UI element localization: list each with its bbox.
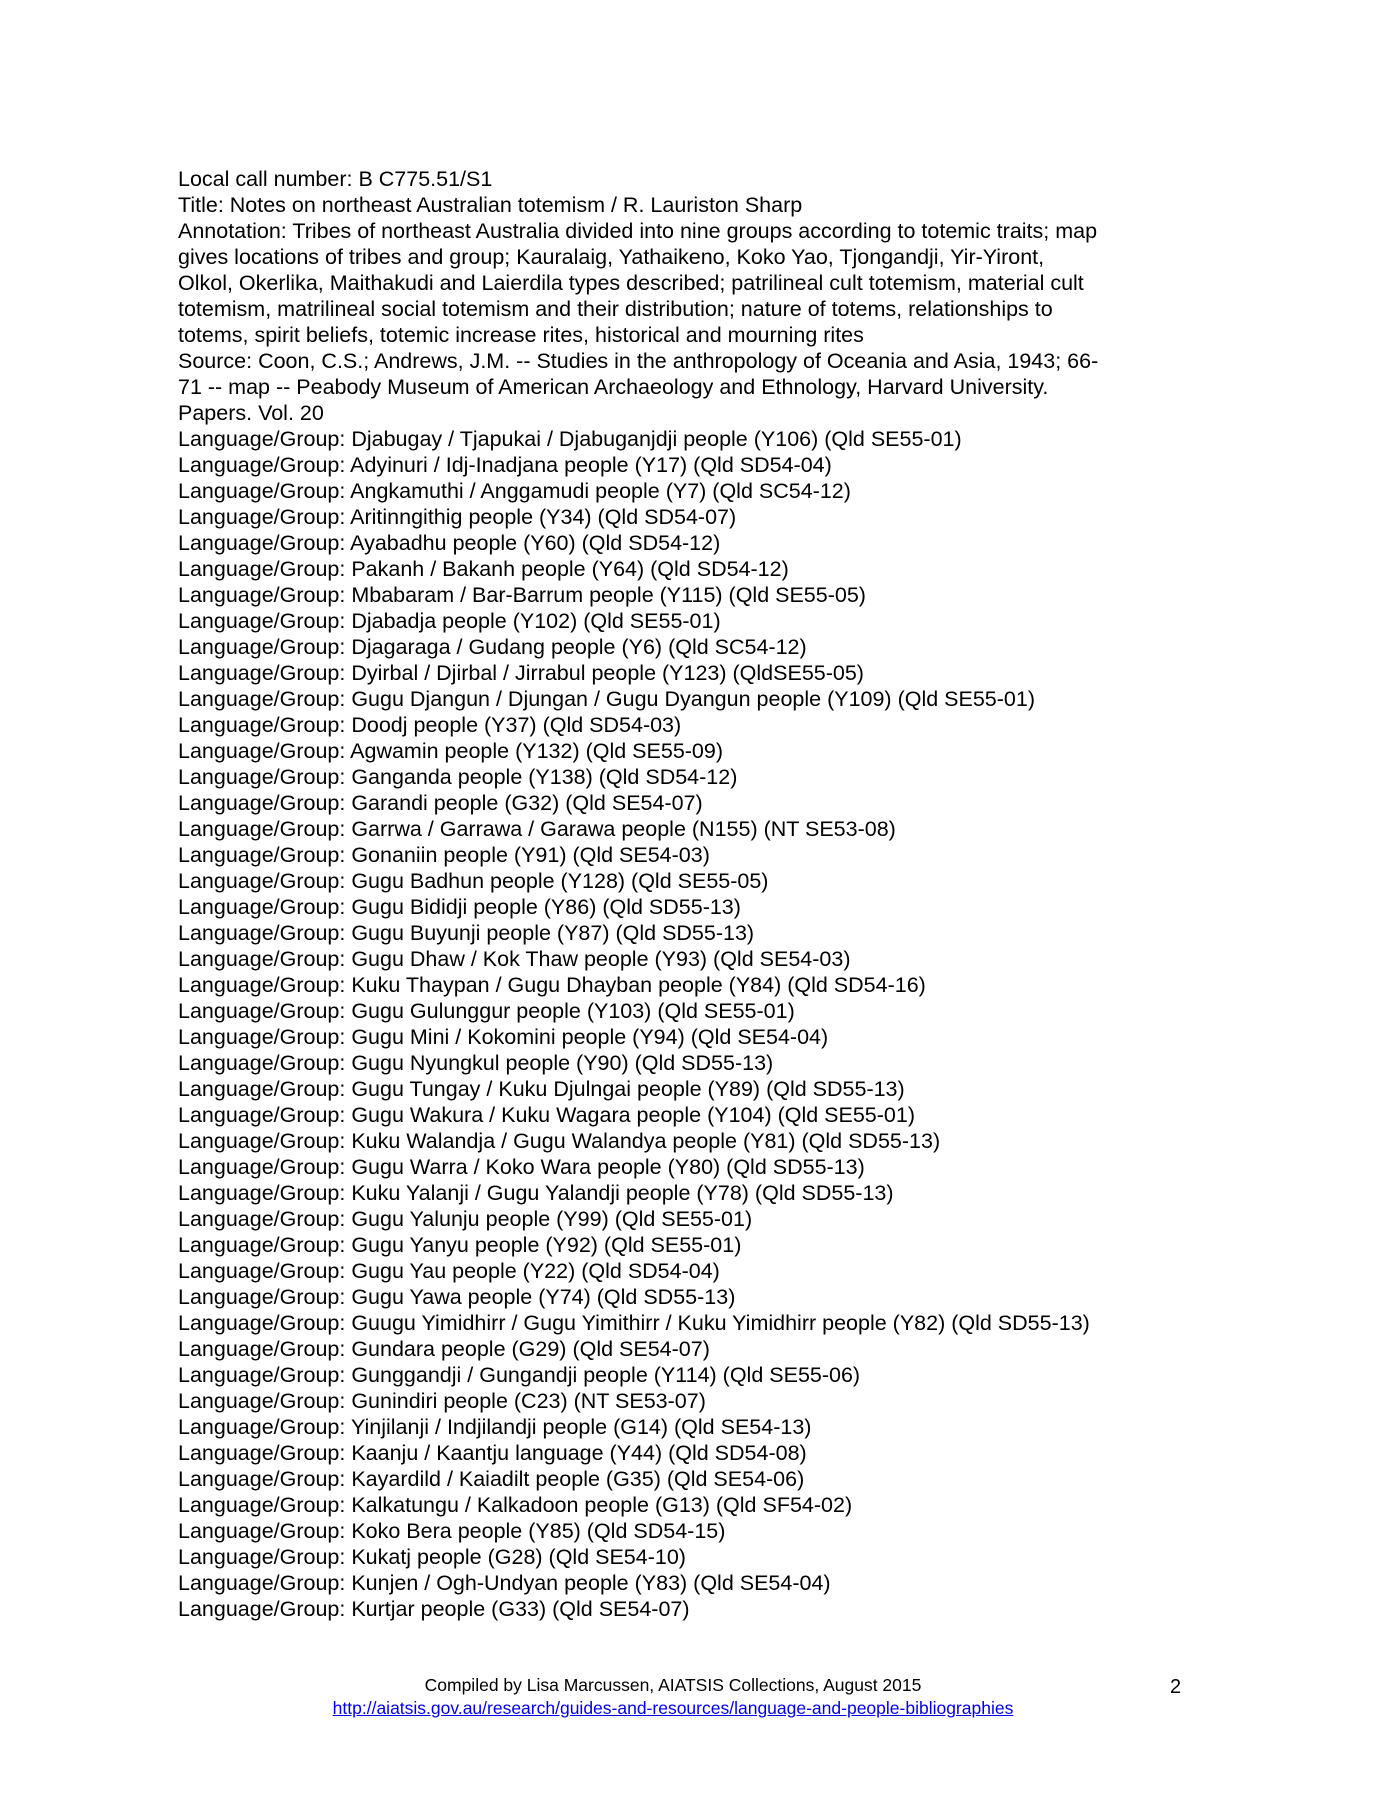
page-footer [178, 1674, 1168, 1720]
language-group-line: Language/Group: Kalkatungu / Kalkadoon people (G13) (Qld SF54-02) [178, 1493, 853, 1517]
language-group-line: Language/Group: Garandi people (G32) (Qld SE54-07) [178, 791, 703, 815]
language-group-line: Language/Group: Ayabadhu people (Y60) (Qld SD54-12) [178, 531, 721, 555]
language-group-line: Language/Group: Kukatj people (G28) (Qld SE54-10) [178, 1545, 686, 1569]
language-group-line: Language/Group: Gugu Nyungkul people (Y90) (Qld SD55-13) [178, 1051, 774, 1075]
language-group-line: Language/Group: Gugu Mini / Kokomini people (Y94) (Qld SE54-04) [178, 1025, 829, 1049]
record-header-line: Papers. Vol. 20 [178, 401, 324, 425]
language-group-line: Language/Group: Dyirbal / Djirbal / Jirrabul people (Y123) (QldSE55-05) [178, 661, 864, 685]
record-header-lines [178, 166, 1098, 426]
language-group-line: Language/Group: Yinjilanji / Indjilandji people (G14) (Qld SE54-13) [178, 1415, 812, 1439]
language-group-line: Language/Group: Djabugay / Tjapukai / Djabuganjdji people (Y106) (Qld SE55-01) [178, 427, 962, 451]
record-text [178, 166, 1098, 1622]
language-group-line: Language/Group: Kaanju / Kaantju language (Y44) (Qld SD54-08) [178, 1441, 807, 1465]
record-header-line: gives locations of tribes and group; Kauralaig, Yathaikeno, Koko Yao, Tjongandji, Yir-Yiront, [178, 245, 1045, 269]
language-group-line: Language/Group: Guugu Yimidhirr / Gugu Yimithirr / Kuku Yimidhirr people (Y82) (Qld SD55-13) [178, 1311, 1090, 1335]
record-header-line: Source: Coon, C.S.; Andrews, J.M. -- Studies in the anthropology of Oceania and Asia, 1943; 66- [178, 349, 1099, 373]
language-group-line: Language/Group: Kuku Thaypan / Gugu Dhayban people (Y84) (Qld SD54-16) [178, 973, 926, 997]
language-group-line: Language/Group: Gugu Tungay / Kuku Djulngai people (Y89) (Qld SD55-13) [178, 1077, 905, 1101]
language-group-line: Language/Group: Gunindiri people (C23) (NT SE53-07) [178, 1389, 706, 1413]
language-group-line: Language/Group: Gunggandji / Gungandji people (Y114) (Qld SE55-06) [178, 1363, 861, 1387]
language-group-line: Language/Group: Gugu Wakura / Kuku Wagara people (Y104) (Qld SE55-01) [178, 1103, 915, 1127]
language-group-list [178, 426, 1098, 1622]
footer-url-link[interactable]: http://aiatsis.gov.au/research/guides-and-resources/language-and-people-bibliographies [332, 1698, 1014, 1718]
language-group-line: Language/Group: Mbabaram / Bar-Barrum people (Y115) (Qld SE55-05) [178, 583, 866, 607]
language-group-line: Language/Group: Gugu Yanyu people (Y92) (Qld SE55-01) [178, 1233, 742, 1257]
language-group-line: Language/Group: Gugu Yalunju people (Y99) (Qld SE55-01) [178, 1207, 753, 1231]
language-group-line: Language/Group: Kuku Walandja / Gugu Walandya people (Y81) (Qld SD55-13) [178, 1129, 941, 1153]
language-group-line: Language/Group: Gundara people (G29) (Qld SE54-07) [178, 1337, 710, 1361]
language-group-line: Language/Group: Gugu Buyunji people (Y87) (Qld SD55-13) [178, 921, 755, 945]
language-group-line: Language/Group: Gugu Dhaw / Kok Thaw people (Y93) (Qld SE54-03) [178, 947, 851, 971]
language-group-line: Language/Group: Djagaraga / Gudang people (Y6) (Qld SC54-12) [178, 635, 807, 659]
language-group-line: Language/Group: Aritinngithig people (Y34) (Qld SD54-07) [178, 505, 737, 529]
language-group-line: Language/Group: Adyinuri / Idj-Inadjana people (Y17) (Qld SD54-04) [178, 453, 832, 477]
page-number: 2 [1170, 1676, 1182, 1698]
language-group-line: Language/Group: Garrwa / Garrawa / Garawa people (N155) (NT SE53-08) [178, 817, 896, 841]
record-header-line: Annotation: Tribes of northeast Australia divided into nine groups according to totemic traits; map [178, 219, 1098, 243]
record-header-line: totems, spirit beliefs, totemic increase rites, historical and mourning rites [178, 323, 864, 347]
footer-credit: Compiled by Lisa Marcussen, AIATSIS Collections, August 2015 [424, 1675, 922, 1695]
record-header-line: totemism, matrilineal social totemism and their distribution; nature of totems, relationships to [178, 297, 1053, 321]
language-group-line: Language/Group: Kurtjar people (G33) (Qld SE54-07) [178, 1597, 690, 1621]
language-group-line: Language/Group: Pakanh / Bakanh people (Y64) (Qld SD54-12) [178, 557, 789, 581]
language-group-line: Language/Group: Agwamin people (Y132) (Qld SE55-09) [178, 739, 724, 763]
language-group-line: Language/Group: Kayardild / Kaiadilt people (G35) (Qld SE54-06) [178, 1467, 805, 1491]
language-group-line: Language/Group: Gonaniin people (Y91) (Qld SE54-03) [178, 843, 710, 867]
language-group-line: Language/Group: Gugu Bididji people (Y86) (Qld SD55-13) [178, 895, 741, 919]
language-group-line: Language/Group: Ganganda people (Y138) (Qld SD54-12) [178, 765, 738, 789]
language-group-line: Language/Group: Kunjen / Ogh-Undyan people (Y83) (Qld SE54-04) [178, 1571, 831, 1595]
language-group-line: Language/Group: Kuku Yalanji / Gugu Yalandji people (Y78) (Qld SD55-13) [178, 1181, 894, 1205]
record-header-line: Olkol, Okerlika, Maithakudi and Laierdila types described; patrilineal cult totemism, material cult [178, 271, 1084, 295]
language-group-line: Language/Group: Koko Bera people (Y85) (Qld SD54-15) [178, 1519, 726, 1543]
record-header-line: Local call number: B C775.51/S1 [178, 167, 493, 191]
language-group-line: Language/Group: Gugu Badhun people (Y128) (Qld SE55-05) [178, 869, 769, 893]
record-header-line: 71 -- map -- Peabody Museum of American Archaeology and Ethnology, Harvard University. [178, 375, 1049, 399]
language-group-line: Language/Group: Gugu Gulunggur people (Y103) (Qld SE55-01) [178, 999, 795, 1023]
language-group-line: Language/Group: Gugu Djangun / Djungan / Gugu Dyangun people (Y109) (Qld SE55-01) [178, 687, 1035, 711]
language-group-line: Language/Group: Gugu Warra / Koko Wara people (Y80) (Qld SD55-13) [178, 1155, 865, 1179]
language-group-line: Language/Group: Gugu Yawa people (Y74) (Qld SD55-13) [178, 1285, 736, 1309]
language-group-line: Language/Group: Djabadja people (Y102) (Qld SE55-01) [178, 609, 721, 633]
language-group-line: Language/Group: Angkamuthi / Anggamudi people (Y7) (Qld SC54-12) [178, 479, 851, 503]
record-header-line: Title: Notes on northeast Australian totemism / R. Lauriston Sharp [178, 193, 803, 217]
language-group-line: Language/Group: Gugu Yau people (Y22) (Qld SD54-04) [178, 1259, 720, 1283]
language-group-line: Language/Group: Doodj people (Y37) (Qld SD54-03) [178, 713, 682, 737]
